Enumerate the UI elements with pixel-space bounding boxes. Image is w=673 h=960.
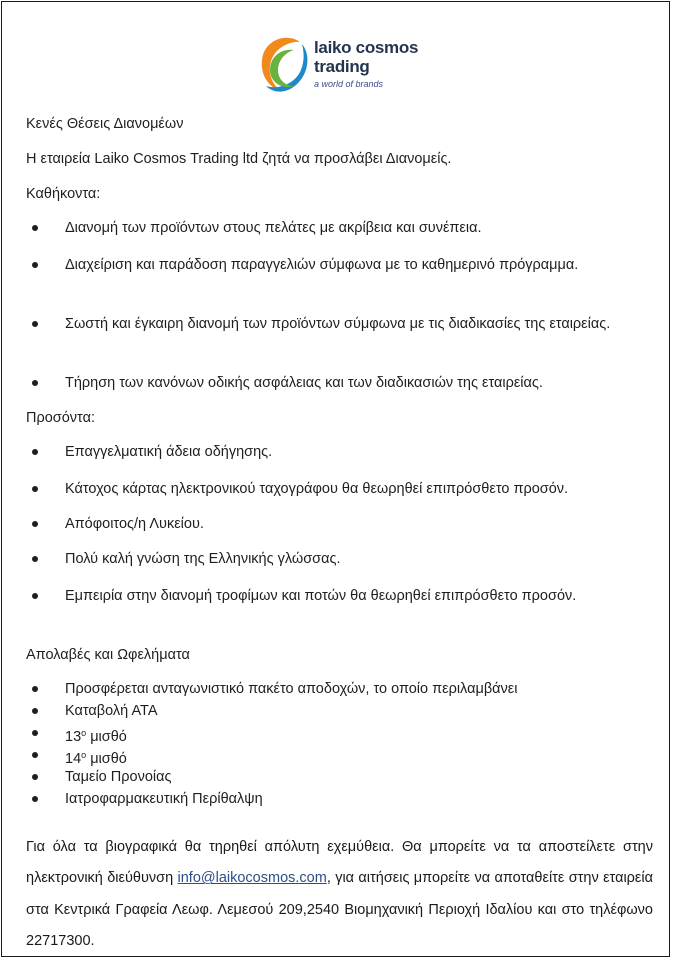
salary-14-text: μισθό	[90, 751, 127, 767]
list-item-text: Τήρηση των κανόνων οδικής ασφάλειας και των διαδικασιών της εταιρείας.	[65, 375, 543, 391]
logo-name-line1: laiko cosmos	[314, 38, 419, 57]
bullet-icon	[32, 449, 38, 455]
list-item-text: Προσφέρεται ανταγωνιστικό πακέτο αποδοχών, το οποίο περιλαμβάνει	[65, 681, 518, 697]
bullet-icon	[32, 321, 38, 327]
globe-swirl-icon	[256, 30, 312, 98]
list-item-text: Πολύ καλή γνώση της Ελληνικής γλώσσας.	[65, 551, 341, 567]
list-item-text: Καταβολή ΑΤΑ	[65, 703, 158, 719]
list-item-text: Απόφοιτος/η Λυκείου.	[65, 516, 204, 532]
list-item-text: Διαχείριση και παράδοση παραγγελιών σύμφωνα με το καθημερινό πρόγραμμα.	[65, 257, 579, 273]
duties-heading: Καθήκοντα:	[26, 186, 101, 202]
footer-paragraph	[26, 832, 653, 957]
list-item-text: Επαγγελματική άδεια οδήγησης.	[65, 444, 273, 460]
bullet-icon	[32, 486, 38, 492]
page-title: Κενές Θέσεις Διανομέων	[26, 116, 184, 132]
salary-13-text: μισθό	[90, 729, 127, 745]
salary-13-number: 13	[65, 729, 82, 745]
list-item-text: Ιατροφαρμακευτική Περίθαλψη	[65, 791, 263, 807]
list-item-text: Διανομή των προϊόντων στους πελάτες με ακρίβεια και συνέπεια.	[65, 220, 482, 236]
bullet-icon	[32, 556, 38, 562]
list-item-text: Εμπειρία στην διανομή τροφίμων και ποτών θα θεωρηθεί επιπρόσθετο προσόν.	[65, 588, 577, 604]
bullet-icon	[32, 774, 38, 780]
list-item-text: Κάτοχος κάρτας ηλεκτρονικού ταχογράφου θα θεωρηθεί επιπρόσθετο προσόν.	[65, 481, 569, 497]
document-page	[1, 1, 670, 957]
bullet-icon	[32, 686, 38, 692]
salary-14-number: 14	[65, 751, 82, 767]
benefits-heading: Απολαβές και Ωφελήματα	[26, 647, 190, 663]
qualifications-heading: Προσόντα:	[26, 410, 95, 426]
logo-tagline: a world of brands	[314, 79, 384, 89]
intro-text: Η εταιρεία Laiko Cosmos Trading ltd ζητά να προσλάβει Διανομείς.	[26, 151, 452, 167]
bullet-icon	[32, 708, 38, 714]
ordinal-suffix: ο	[81, 750, 87, 760]
footer-text-after: , για αιτήσεις μπορείτε να αποταθείτε στην εταιρεία στα Κεντρικά Γραφεία Λεωφ. Λεμεσού 209,2540 Βιομηχανική Περιοχή Ιδαλίου και στο τηλέφωνο 22717300.	[26, 870, 653, 949]
list-item-text: Σωστή και έγκαιρη διανομή των προϊόντων σύμφωνα με τις διαδικασίες της εταιρείας.	[65, 316, 611, 332]
bullet-icon	[32, 593, 38, 599]
bullet-icon	[32, 521, 38, 527]
bullet-icon	[32, 730, 38, 736]
bullet-icon	[32, 380, 38, 386]
bullet-icon	[32, 752, 38, 758]
logo-name-line2: trading	[314, 57, 370, 76]
ordinal-suffix: ο	[81, 728, 87, 738]
bullet-icon	[32, 796, 38, 802]
list-item-text: Ταμείο Προνοίας	[65, 769, 172, 785]
footer-text-before: Για όλα τα βιογραφικά θα τηρηθεί απόλυτη εχεμύθεια. Θα μπορείτε να τα αποστείλετε στην ηλεκτρονική διεύθυνση	[26, 839, 653, 887]
bullet-icon	[32, 262, 38, 268]
company-logo	[256, 30, 426, 98]
email-link[interactable]: info@laikocosmos.com	[177, 870, 327, 887]
bullet-icon	[32, 225, 38, 231]
